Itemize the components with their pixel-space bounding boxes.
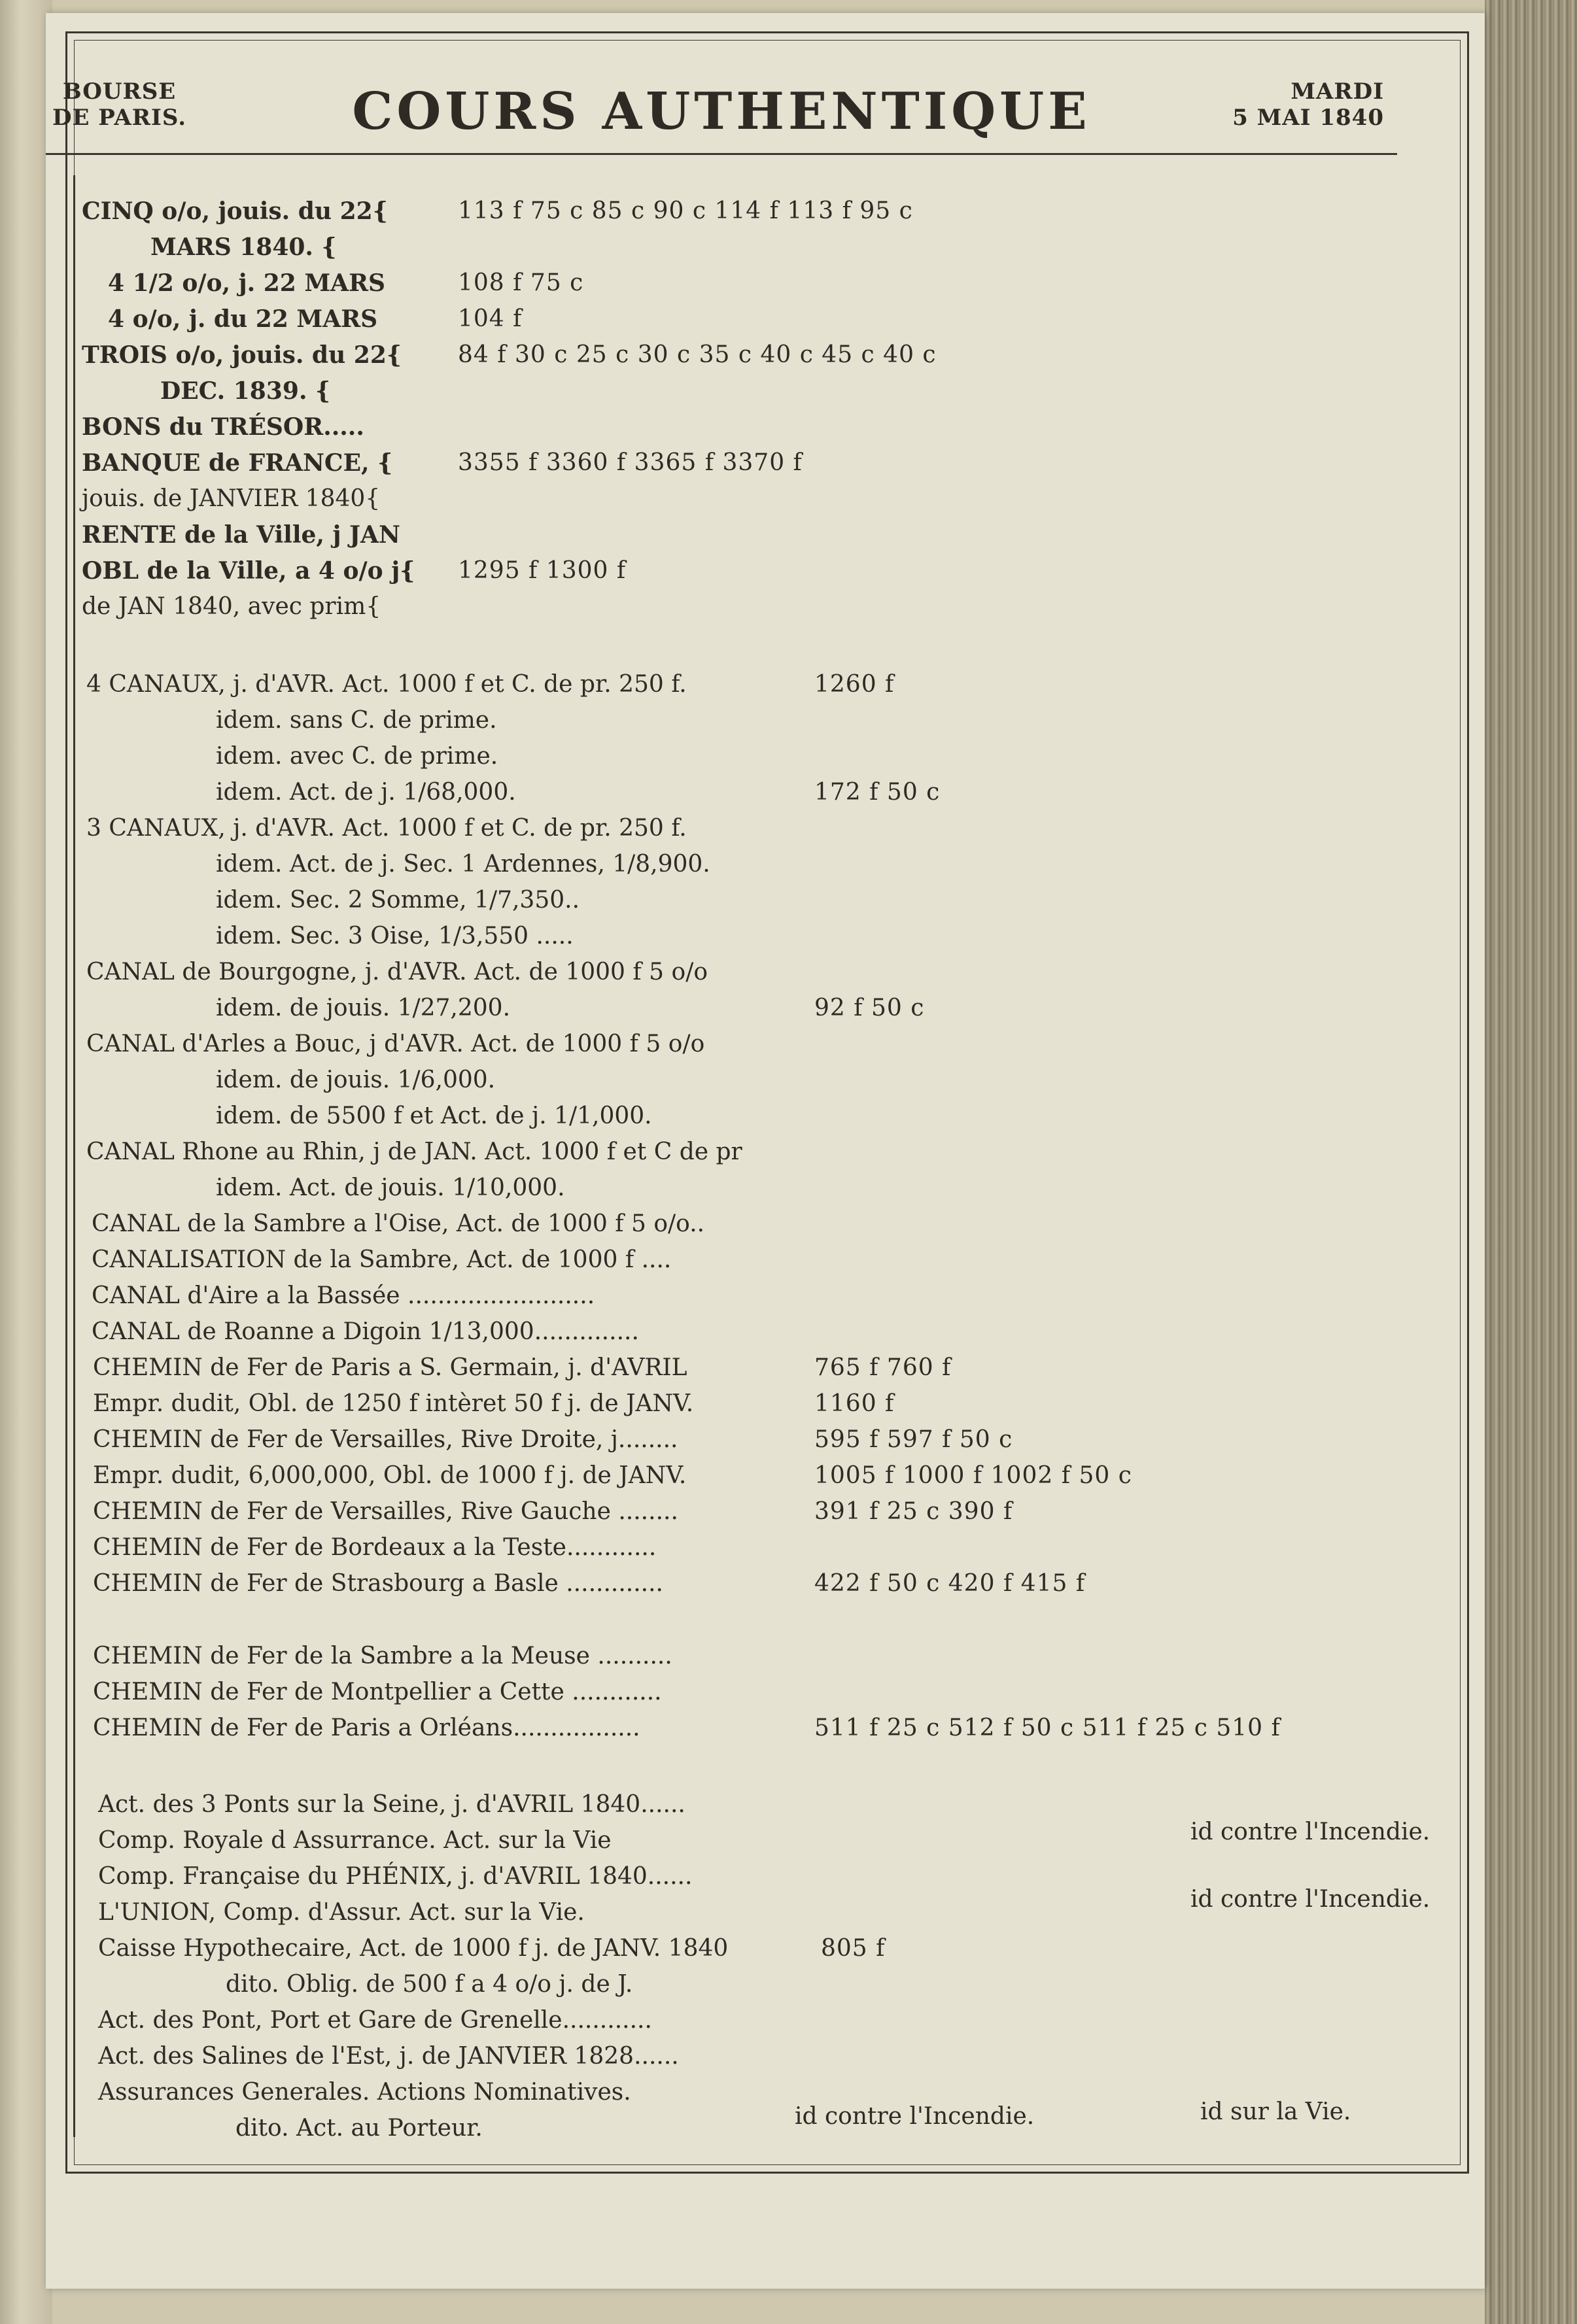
bourse-line1: BOURSE — [62, 78, 177, 105]
canal-label: idem. de jouis. 1/27,200. — [216, 995, 511, 1021]
rente-label: 4 1/2 o/o, j. 22 MARS — [108, 269, 386, 297]
rente-label: 4 o/o, j. du 22 MARS — [108, 305, 378, 333]
action-label: Act. des 3 Ponts sur la Seine, j. d'AVRIL 1840...... — [98, 1791, 685, 1818]
rente-price: 3355 f 3360 f 3365 f 3370 f — [458, 449, 803, 476]
chemin-label: Empr. dudit, Obl. de 1250 f intèret 50 f j. de JANV. — [93, 1390, 694, 1417]
header-rule — [46, 153, 1397, 155]
canal-label: 4 CANAUX, j. d'AVR. Act. 1000 f et C. de pr. 250 f. — [86, 671, 687, 698]
action-label: Act. des Salines de l'Est, j. de JANVIER 1828...... — [98, 2043, 679, 2070]
chemin-label: CHEMIN de Fer de Paris a Orléans................. — [93, 1715, 640, 1741]
rente-label: MARS 1840. { — [150, 233, 337, 261]
action-label: Comp. Royale d Assurrance. Act. sur la Vie — [98, 1827, 612, 1854]
action-price: 805 f — [821, 1935, 886, 1962]
chemin-price: 1005 f 1000 f 1002 f 50 c — [814, 1462, 1132, 1489]
canal-label: idem. Act. de j. Sec. 1 Ardennes, 1/8,900. — [216, 851, 710, 878]
book-page-edges-right — [1485, 0, 1577, 2324]
action-label: Act. des Pont, Port et Gare de Grenelle............ — [98, 2007, 652, 2034]
canal-label: idem. avec C. de prime. — [216, 743, 498, 770]
chemin-label: CHEMIN de Fer de Versailles, Rive Gauche ........ — [93, 1498, 678, 1525]
chemin-price: 1160 f — [814, 1390, 895, 1417]
rente-price: 104 f — [458, 305, 523, 332]
chemin-price: 595 f 597 f 50 c — [814, 1426, 1013, 1453]
action-label: Comp. Française du PHÉNIX, j. d'AVRIL 1840...... — [98, 1863, 693, 1890]
action-side-note: id contre l'Incendie. — [1190, 1886, 1430, 1913]
day-of-week: MARDI — [1291, 78, 1384, 105]
rente-label: TROIS o/o, jouis. du 22{ — [82, 341, 402, 369]
chemin-price: 422 f 50 c 420 f 415 f — [814, 1570, 1086, 1597]
canal-price: 172 f 50 c — [814, 779, 941, 806]
canal-label: idem. Act. de j. 1/68,000. — [216, 779, 516, 806]
canal-label: idem. sans C. de prime. — [216, 707, 497, 734]
action-label: Caisse Hypothecaire, Act. de 1000 f j. de JANV. 1840 — [98, 1935, 729, 1962]
rente-label: BANQUE de FRANCE, { — [82, 449, 393, 477]
rente-label: OBL de la Ville, a 4 o/o j{ — [82, 557, 415, 585]
rente-label: DEC. 1839. { — [160, 377, 331, 405]
action-side-note: id sur la Vie. — [1200, 2098, 1351, 2125]
rente-label: jouis. de JANVIER 1840{ — [82, 485, 381, 512]
rente-price: 1295 f 1300 f — [458, 557, 627, 584]
action-price: id contre l'Incendie. — [795, 2103, 1035, 2130]
canal-label: CANAL de Roanne a Digoin 1/13,000.............. — [92, 1318, 639, 1345]
canal-price: 1260 f — [814, 671, 895, 698]
rente-price: 108 f 75 c — [458, 269, 584, 296]
rente-label: RENTE de la Ville, j JAN — [82, 521, 400, 549]
bourse-line2: DE PARIS. — [52, 105, 187, 131]
canal-label: idem. Act. de jouis. 1/10,000. — [216, 1174, 565, 1201]
rente-label: de JAN 1840, avec prim{ — [82, 593, 381, 620]
canal-label: idem. Sec. 3 Oise, 1/3,550 ..... — [216, 923, 574, 949]
date-value: 5 MAI 1840 — [1232, 105, 1384, 131]
rente-label: BONS du TRÉSOR..... — [82, 413, 364, 441]
canal-label: CANAL d'Arles a Bouc, j d'AVR. Act. de 1000 f 5 o/o — [86, 1031, 705, 1057]
action-label: Assurances Generales. Actions Nominatives. — [98, 2079, 631, 2106]
canal-label: CANAL d'Aire a la Bassée ......................... — [92, 1282, 595, 1309]
canal-label: 3 CANAUX, j. d'AVR. Act. 1000 f et C. de pr. 250 f. — [86, 815, 687, 842]
chemin-label: Empr. dudit, 6,000,000, Obl. de 1000 f j. de JANV. — [93, 1462, 687, 1489]
page-header — [20, 56, 1423, 154]
rente-label: CINQ o/o, jouis. du 22{ — [82, 197, 388, 225]
left-column-rule — [73, 175, 75, 2137]
chemin-price: 391 f 25 c 390 f — [814, 1498, 1013, 1525]
rente-price: 113 f 75 c 85 c 90 c 114 f 113 f 95 c — [458, 197, 913, 224]
action-label: dito. Act. au Porteur. — [235, 2115, 483, 2142]
chemin-label: CHEMIN de Fer de Montpellier a Cette ............ — [93, 1679, 662, 1705]
chemin-label: CHEMIN de Fer de Versailles, Rive Droite, j........ — [93, 1426, 678, 1453]
canal-label: CANAL de la Sambre a l'Oise, Act. de 1000 f 5 o/o.. — [92, 1210, 705, 1237]
canal-price: 92 f 50 c — [814, 995, 925, 1021]
action-side-note: id contre l'Incendie. — [1190, 1819, 1430, 1845]
chemin-label: CHEMIN de Fer de Paris a S. Germain, j. d'AVRIL — [93, 1354, 687, 1381]
chemin-price: 765 f 760 f — [814, 1354, 952, 1381]
chemin-price: 511 f 25 c 512 f 50 c 511 f 25 c 510 f — [814, 1715, 1281, 1741]
chemin-label: CHEMIN de Fer de Strasbourg a Basle ............. — [93, 1570, 663, 1597]
canal-label: idem. de jouis. 1/6,000. — [216, 1067, 496, 1093]
action-label: L'UNION, Comp. d'Assur. Act. sur la Vie. — [98, 1899, 585, 1926]
book-gutter-left — [0, 0, 52, 2324]
chemin-label: CHEMIN de Fer de Bordeaux a la Teste............ — [93, 1534, 657, 1561]
canal-label: CANAL Rhone au Rhin, j de JAN. Act. 1000 f et C de pr — [86, 1138, 742, 1165]
chemin-label: CHEMIN de Fer de la Sambre a la Meuse .......... — [93, 1643, 672, 1669]
canal-label: idem. de 5500 f et Act. de j. 1/1,000. — [216, 1102, 652, 1129]
page-title: COURS AUTHENTIQUE — [352, 82, 1091, 141]
rente-price: 84 f 30 c 25 c 30 c 35 c 40 c 45 c 40 c — [458, 341, 937, 368]
canal-label: CANAL de Bourgogne, j. d'AVR. Act. de 1000 f 5 o/o — [86, 959, 708, 985]
date-label — [1232, 78, 1384, 131]
canal-label: CANALISATION de la Sambre, Act. de 1000 f .... — [92, 1246, 672, 1273]
action-label: dito. Oblig. de 500 f a 4 o/o j. de J. — [226, 1971, 633, 1998]
canal-label: idem. Sec. 2 Somme, 1/7,350.. — [216, 887, 580, 914]
